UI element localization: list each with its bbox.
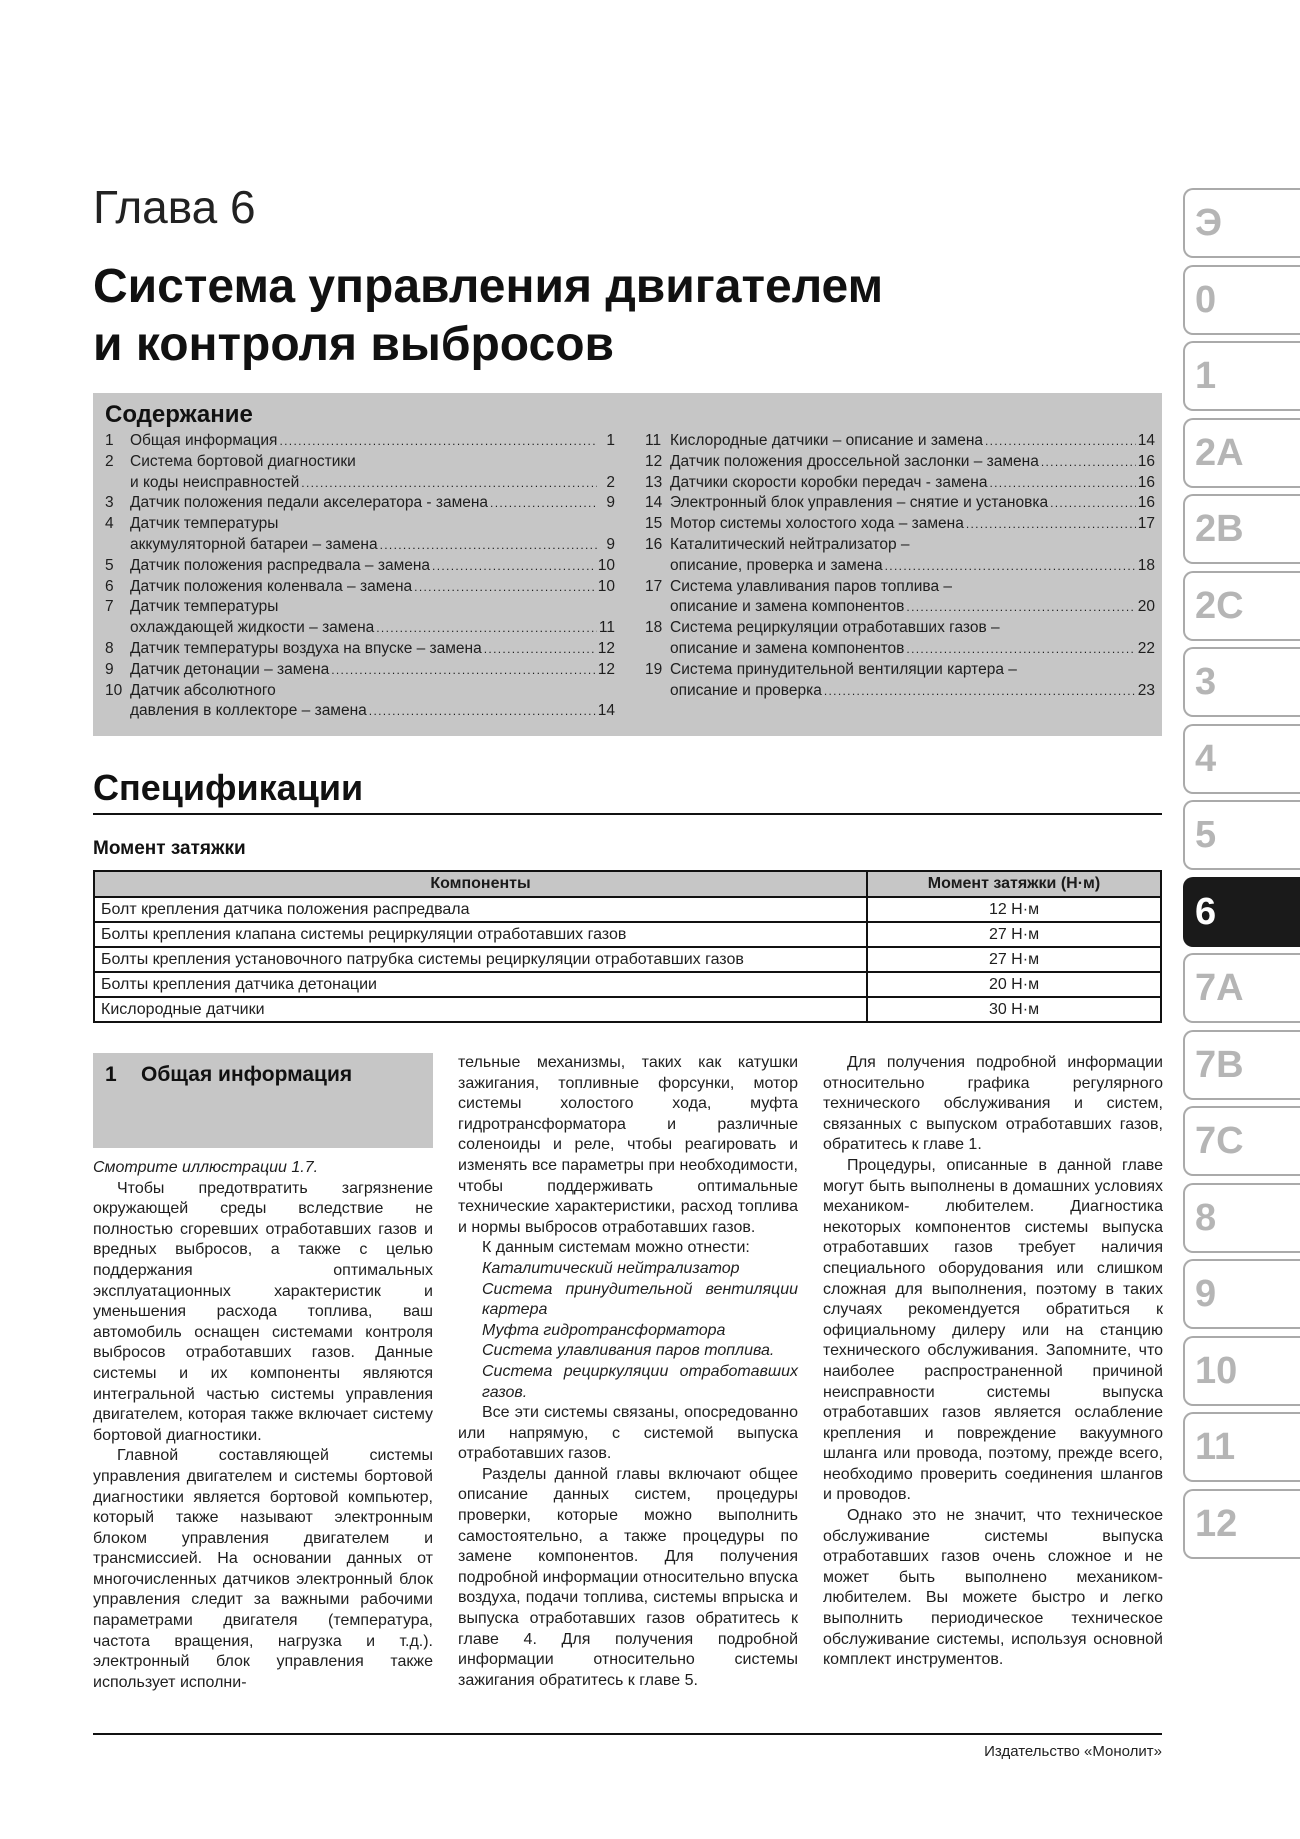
- table-row: [94, 997, 1161, 1022]
- dot-leader: [376, 618, 597, 639]
- torque-value-cell: 30 Н·м: [867, 997, 1161, 1022]
- contents-entry-line: [670, 597, 1155, 618]
- contents-entry-page: 14: [597, 702, 615, 720]
- chapter-tab-8[interactable]: 8: [1183, 1183, 1300, 1253]
- dot-leader: [906, 639, 1135, 660]
- page-title: [93, 258, 1143, 374]
- chapter-tabs: [1183, 188, 1300, 1565]
- contents-entry-body: [670, 577, 1155, 619]
- contents-entry-text: Система рециркуляции отработавших газов –: [670, 619, 1000, 637]
- contents-entry-body: [130, 681, 615, 723]
- contents-entry-body: [670, 535, 1155, 577]
- contents-entry-page: 2: [606, 473, 615, 491]
- chapter-tab-7b[interactable]: 7B: [1183, 1030, 1300, 1100]
- chapter-tab-0[interactable]: 0: [1183, 265, 1300, 335]
- dot-leader: [380, 535, 597, 556]
- chapter-tab-7a[interactable]: 7A: [1183, 953, 1300, 1023]
- contents-entry-body: [130, 597, 615, 639]
- section-number: 1: [105, 1063, 117, 1086]
- contents-entry-text: Датчик положения дроссельной заслонки – замена: [670, 452, 1039, 470]
- chapter-tab-6[interactable]: 6: [1183, 877, 1300, 947]
- contents-entry[interactable]: [105, 639, 615, 660]
- contents-entry[interactable]: [105, 597, 615, 639]
- contents-entry-number: 7: [105, 598, 114, 616]
- contents-entry-body: [130, 452, 615, 494]
- contents-entry-number: 15: [645, 515, 663, 533]
- contents-entry-body: [670, 431, 1155, 452]
- contents-box: [93, 393, 1162, 736]
- contents-entry-number: 4: [105, 515, 114, 533]
- chapter-tab-5[interactable]: 5: [1183, 800, 1300, 870]
- contents-entry-line: [130, 535, 615, 556]
- column-header-torque: Момент затяжки (Н·м): [867, 871, 1161, 897]
- contents-entry-number: 17: [645, 577, 663, 595]
- contents-entry-line: [670, 660, 1155, 681]
- contents-entry-text: Каталитический нейтрализатор –: [670, 535, 910, 553]
- contents-entry-number: 1: [105, 432, 114, 449]
- contents-entry[interactable]: [105, 493, 615, 514]
- contents-entry-text: описание и замена компонентов: [670, 598, 905, 616]
- chapter-tab-1[interactable]: 1: [1183, 341, 1300, 411]
- contents-entry-line: [130, 514, 615, 535]
- contents-entry-text: Система принудительной вентиляции картера –: [670, 660, 1017, 678]
- contents-entry-number: 14: [645, 494, 663, 512]
- paragraph: Главной составляющей системы управления двигателем и системы бортовой диагностики является бортовой компьютер, который также называют электронным блоком управления двигателем и трансмиссией. На основании данных от многочисленных датчиков электронный блок управления следит за важными рабочими параметрами двигателя (температура, частота вращения, нагрузка и т.д.). электронный блок управления также использует исполни-: [93, 1447, 433, 1691]
- contents-entry-body: [670, 618, 1155, 660]
- contents-entry-text: Датчик детонации – замена: [130, 660, 330, 678]
- contents-entry-line: [130, 701, 615, 722]
- component-cell: Кислородные датчики: [94, 997, 867, 1022]
- contents-entry-line: [670, 556, 1155, 577]
- contents-entry-page: 1: [606, 432, 615, 449]
- chapter-tab-10[interactable]: 10: [1183, 1336, 1300, 1406]
- contents-entry-text: аккумуляторной батареи – замена: [130, 535, 378, 553]
- paragraph: Однако это не значит, что техническое обслуживание системы выпуска отработавших газов очень сложное и не может быть выполнено механиком-любителем. Вы можете быстро и легко выполнить периодическое техническое обслуживание системы, используя основной комплект инструментов.: [823, 1507, 1163, 1669]
- chapter-tab-11[interactable]: 11: [1183, 1412, 1300, 1482]
- dot-leader: [301, 473, 597, 494]
- contents-entry-line: [130, 597, 615, 618]
- paragraph: Каталитический нейтрализатор: [482, 1259, 740, 1277]
- contents-entry-text: Датчик температуры: [130, 598, 279, 616]
- contents-entry-line: [670, 514, 1155, 535]
- paragraph: Система улавливания паров топлива.: [482, 1342, 775, 1360]
- contents-entry-body: [670, 473, 1155, 494]
- column-header-components: Компоненты: [94, 871, 867, 897]
- chapter-tab-9[interactable]: 9: [1183, 1259, 1300, 1329]
- paragraph: Для получения подробной информации относительно графика регулярного технического обслуживания и систем, связанных с выпуском отработавших газов, обратитесь к главе 1.: [823, 1054, 1163, 1154]
- contents-entry-line: [670, 577, 1155, 598]
- contents-entry-number: 6: [105, 577, 114, 595]
- component-cell: Болт крепления датчика положения распредвала: [94, 897, 867, 922]
- contents-entry-page: 12: [597, 639, 615, 657]
- contents-entry-number: 16: [645, 535, 663, 553]
- component-cell: Болты крепления клапана системы рециркуляции отработавших газов: [94, 922, 867, 947]
- contents-entry-text: Датчики скорости коробки передач - замена: [670, 473, 988, 491]
- contents-entry-body: [130, 431, 615, 452]
- contents-entry-text: Датчик положения распредвала – замена: [130, 556, 431, 574]
- chapter-tab-э[interactable]: Э: [1183, 188, 1300, 258]
- contents-entry-number: 9: [105, 660, 114, 678]
- contents-entry-line: [670, 473, 1155, 494]
- contents-entry-page: 11: [598, 619, 615, 637]
- contents-entry-line: [130, 618, 615, 639]
- dot-leader: [331, 660, 596, 681]
- contents-entry[interactable]: [105, 556, 615, 577]
- dot-leader: [906, 597, 1135, 618]
- contents-entry-page: 9: [606, 494, 615, 512]
- contents-entry-body: [130, 514, 615, 556]
- contents-entry-number: 13: [645, 473, 663, 491]
- contents-title: Содержание: [105, 401, 253, 428]
- dot-leader: [1050, 493, 1136, 514]
- contents-entry-text: Мотор системы холостого хода – замена: [670, 515, 964, 533]
- contents-entry-text: охлаждающей жидкости – замена: [130, 619, 375, 637]
- text-column-3: [823, 1053, 1163, 1671]
- contents-entry-page: 18: [1137, 556, 1155, 574]
- contents-entry-page: 20: [1137, 598, 1155, 616]
- contents-entry-line: [670, 639, 1155, 660]
- dot-leader: [432, 556, 596, 577]
- paragraph: Муфта гидротрансформатора: [482, 1321, 726, 1339]
- contents-entry-body: [130, 660, 615, 681]
- contents-right-column: [645, 431, 1155, 701]
- dot-leader: [414, 577, 596, 598]
- paragraph: Система рециркуляции отработавших газов.: [482, 1362, 798, 1401]
- contents-entry-body: [670, 452, 1155, 473]
- contents-entry-text: Электронный блок управления – снятие и установка: [670, 494, 1049, 512]
- contents-entry-body: [130, 639, 615, 660]
- contents-entry[interactable]: [105, 431, 615, 452]
- contents-entry[interactable]: [645, 535, 1155, 577]
- contents-entry-text: описание и проверка: [670, 681, 822, 699]
- chapter-tab-2b[interactable]: 2B: [1183, 494, 1300, 564]
- contents-entry-body: [130, 493, 615, 514]
- section-title: Общая информация: [141, 1063, 353, 1086]
- contents-entry-number: 5: [105, 556, 114, 574]
- table-row: [94, 947, 1161, 972]
- contents-entry[interactable]: [105, 660, 615, 681]
- contents-entry-line: [670, 431, 1155, 452]
- contents-entry-line: [670, 535, 1155, 556]
- page-title-line-1: Система управления двигателем: [93, 260, 884, 313]
- contents-entry-number: 10: [105, 681, 123, 699]
- contents-entry-line: [130, 681, 615, 702]
- contents-entry[interactable]: [645, 514, 1155, 535]
- contents-entry-page: 9: [606, 535, 615, 553]
- paragraph: Все эти системы связаны, опосредованно или напрямую, с системой выпуска отработавших газов.: [458, 1404, 798, 1463]
- paragraph: Смотрите иллюстрации 1.7.: [93, 1159, 319, 1176]
- torque-table-header: [94, 871, 1161, 897]
- contents-entry-line: [670, 681, 1155, 702]
- contents-entry-text: Датчик абсолютного: [130, 681, 276, 699]
- contents-entry-line: [130, 493, 615, 514]
- torque-heading: Момент затяжки: [93, 838, 246, 859]
- contents-entry-line: [130, 473, 615, 494]
- contents-entry-line: [130, 431, 615, 452]
- contents-entry-page: 23: [1137, 681, 1155, 699]
- torque-value-cell: 27 Н·м: [867, 922, 1161, 947]
- torque-value-cell: 27 Н·м: [867, 947, 1161, 972]
- contents-entry[interactable]: [645, 452, 1155, 473]
- contents-entry-page: 12: [597, 660, 615, 678]
- contents-entry-page: 14: [1137, 432, 1155, 449]
- contents-entry-number: 8: [105, 639, 114, 657]
- contents-entry-text: Датчик температуры: [130, 515, 279, 533]
- contents-entry-line: [130, 452, 615, 473]
- contents-entry-line: [130, 577, 615, 598]
- contents-entry-body: [670, 514, 1155, 535]
- contents-entry-body: [670, 660, 1155, 702]
- contents-entry-line: [130, 556, 615, 577]
- contents-entry-body: [130, 577, 615, 598]
- contents-entry-page: 17: [1137, 515, 1155, 533]
- contents-entry-line: [670, 618, 1155, 639]
- dot-leader: [369, 701, 596, 722]
- contents-entry-page: 16: [1137, 452, 1155, 470]
- contents-entry[interactable]: [645, 577, 1155, 619]
- contents-entry-body: [130, 556, 615, 577]
- contents-entry-number: 11: [645, 432, 662, 449]
- contents-entry-text: Датчик положения педали акселератора - замена: [130, 494, 489, 512]
- contents-entry-text: описание, проверка и замена: [670, 556, 883, 574]
- page-title-line-2: и контроля выбросов: [93, 318, 615, 371]
- specs-heading: Спецификации: [93, 767, 1162, 815]
- dot-leader: [966, 514, 1136, 535]
- contents-entry-text: Общая информация: [130, 432, 278, 449]
- paragraph: Разделы данной главы включают общее описание данных систем, процедуры проверки, которые можно выполнить самостоятельно, а также процедуры по замене компонентов. Для получения подробной информации относительно впуска воздуха, подачи топлива, системы впрыска и выпуска отработавших газов обратитесь к главе 4. Для получения подробной информации относительно системы зажигания обратитесь к главе 5.: [458, 1465, 798, 1689]
- contents-entry-text: Датчик положения коленвала – замена: [130, 577, 413, 595]
- contents-entry-number: 3: [105, 494, 114, 512]
- contents-entry-page: 16: [1137, 494, 1155, 512]
- contents-entry[interactable]: [105, 514, 615, 556]
- contents-entry[interactable]: [105, 681, 615, 723]
- torque-value-cell: 20 Н·м: [867, 972, 1161, 997]
- table-row: [94, 897, 1161, 922]
- component-cell: Болты крепления установочного патрубка системы рециркуляции отработавших газов: [94, 947, 867, 972]
- table-row: [94, 922, 1161, 947]
- dot-leader: [885, 556, 1136, 577]
- contents-entry-number: 19: [645, 660, 663, 678]
- text-column-1: [93, 1158, 433, 1693]
- contents-entry-text: и коды неисправностей: [130, 473, 300, 491]
- contents-entry-line: [130, 639, 615, 660]
- publisher-footer: Издательство «Монолит»: [984, 1743, 1162, 1760]
- contents-entry-line: [130, 660, 615, 681]
- footer-divider: [93, 1733, 1162, 1735]
- contents-entry-text: Кислородные датчики – описание и замена: [670, 432, 984, 449]
- contents-entry[interactable]: [645, 618, 1155, 660]
- contents-entry[interactable]: [645, 660, 1155, 702]
- contents-entry-number: 2: [105, 452, 114, 470]
- contents-entry-number: 12: [645, 452, 663, 470]
- contents-entry-number: 18: [645, 619, 663, 637]
- torque-value-cell: 12 Н·м: [867, 897, 1161, 922]
- contents-entry[interactable]: [105, 452, 615, 494]
- torque-table: [93, 870, 1162, 1023]
- table-row: [94, 972, 1161, 997]
- dot-leader: [484, 639, 596, 660]
- contents-entry-text: описание и замена компонентов: [670, 639, 905, 657]
- dot-leader: [490, 493, 597, 514]
- paragraph: Чтобы предотвратить загрязнение окружающей среды вследствие не полностью сгоревших отработавших газов и вредных выбросов, а также с целью поддержания оптимальных эксплуатационных характеристик и уменьшения расхода топлива, ваш автомобиль оснащен системами контроля выбросов отработавших газов. Данные системы и их компоненты являются интегральной частью системы управления двигателем, которая также включает систему бортовой диагностики.: [93, 1179, 433, 1444]
- contents-entry-text: Система бортовой диагностики: [130, 452, 356, 470]
- contents-left-column: [105, 431, 615, 722]
- contents-entry-body: [670, 493, 1155, 514]
- contents-entry-text: давления в коллекторе – замена: [130, 702, 367, 720]
- contents-entry[interactable]: [645, 473, 1155, 494]
- contents-entry-text: Система улавливания паров топлива –: [670, 577, 953, 595]
- paragraph: Система принудительной вентиляции картера: [482, 1280, 798, 1319]
- contents-entry[interactable]: [105, 577, 615, 598]
- text-column-2: [458, 1053, 798, 1691]
- contents-entry-line: [670, 452, 1155, 473]
- paragraph: Процедуры, описанные в данной главе могут быть выполнены в домашних условиях механиком- любителем. Диагностика некоторых компонентов системы выпуска отработавших газов требует наличия специального оборудования или слишком сложная для выполнения, поэтому в таких случаях рекомендуется обратиться к официальному дилеру или на станцию технического обслуживания. Запомните, что наиболее распространенной причиной неисправности системы выпуска отработавших газов является ослабление крепления и повреждение вакуумного шланга или провода, поэтому, прежде всего, необходимо проверить соединения шлангов и проводов.: [823, 1156, 1163, 1504]
- paragraph: К данным системам можно отнести:: [482, 1239, 750, 1257]
- chapter-tab-2c[interactable]: 2C: [1183, 571, 1300, 641]
- contents-entry-page: 10: [597, 556, 615, 574]
- component-cell: Болты крепления датчика детонации: [94, 972, 867, 997]
- dot-leader: [824, 681, 1136, 702]
- chapter-tab-2a[interactable]: 2A: [1183, 418, 1300, 488]
- contents-entry[interactable]: [645, 493, 1155, 514]
- chapter-label: Глава 6: [93, 181, 256, 233]
- dot-leader: [985, 431, 1136, 452]
- chapter-tab-12[interactable]: 12: [1183, 1489, 1300, 1559]
- dot-leader: [279, 431, 597, 452]
- chapter-tab-4[interactable]: 4: [1183, 724, 1300, 794]
- section-heading-box: [93, 1053, 433, 1148]
- dot-leader: [989, 473, 1135, 494]
- contents-entry-line: [670, 493, 1155, 514]
- contents-entry[interactable]: [645, 431, 1155, 452]
- contents-entry-text: Датчик температуры воздуха на впуске – замена: [130, 639, 482, 657]
- paragraph: тельные механизмы, таких как катушки зажигания, топливные форсунки, мотор системы холостого хода, муфта гидротрансформатора и различные соленоиды и реле, чтобы реагировать и изменять все параметры при необходимости, чтобы поддерживать оптимальные технические характеристики, расход топлива и нормы выбросов отработавших газов.: [458, 1054, 798, 1236]
- chapter-tab-3[interactable]: 3: [1183, 647, 1300, 717]
- contents-entry-page: 10: [597, 577, 615, 595]
- chapter-tab-7c[interactable]: 7C: [1183, 1106, 1300, 1176]
- contents-entry-page: 16: [1137, 473, 1155, 491]
- contents-entry-page: 22: [1137, 639, 1155, 657]
- dot-leader: [1041, 452, 1136, 473]
